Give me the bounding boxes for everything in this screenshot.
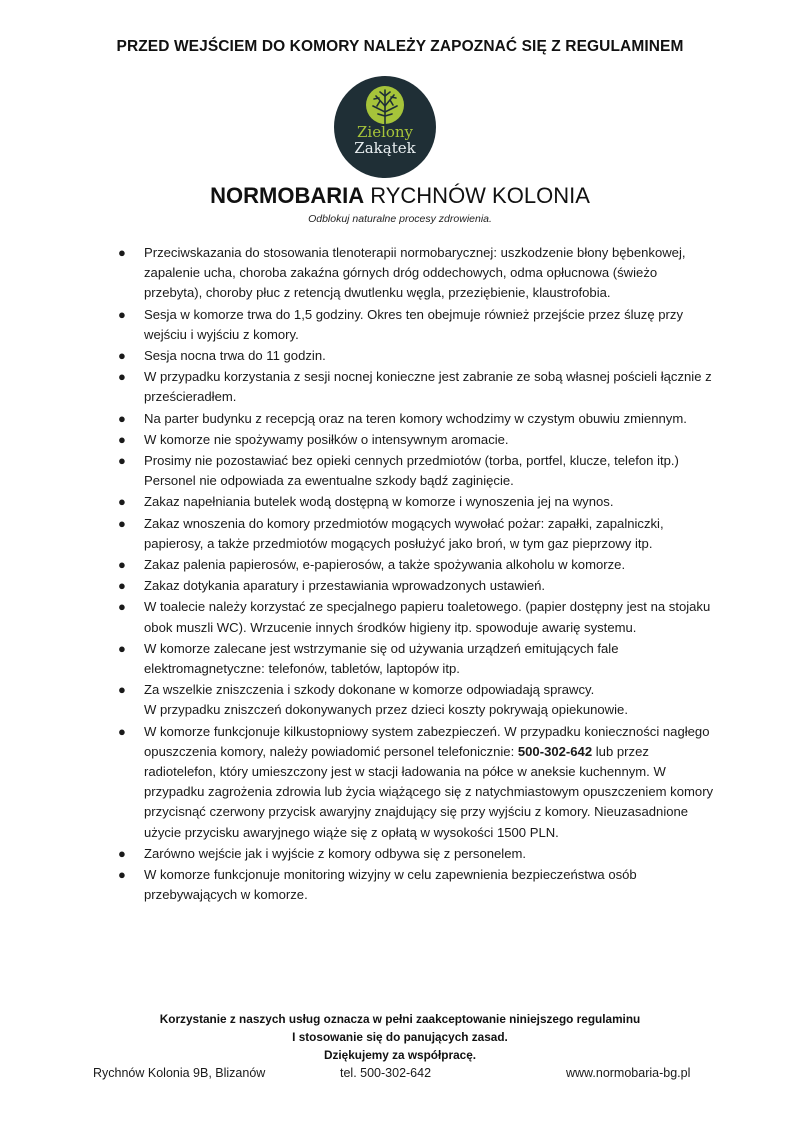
rule-item (114, 367, 714, 407)
logo-text-line1: Zielony (356, 123, 414, 141)
closing-line-2: I stosowanie się do panujących zasad. (292, 1030, 508, 1044)
bullet-icon: ● (118, 867, 126, 883)
rule-item (114, 243, 714, 304)
rule-text: W komorze funkcjonuje monitoring wizyjny w celu zapewnienia bezpieczeństwa osób przebywających w komorze. (144, 867, 637, 903)
page-subtitle: Odblokuj naturalne procesy zdrowienia. (308, 213, 492, 225)
bullet-icon: ● (118, 494, 126, 510)
bullet-icon: ● (118, 369, 126, 385)
page-title (0, 183, 800, 209)
bullet-icon: ● (118, 453, 126, 469)
rule-text-continued: lub przez radiotelefon, który umieszczony jest w stacji ładowania na półce w aneksie kuchennym. W przypadku zagrożenia zdrowia lub życia wiążącego się z natychmiastowym opuszczeniem komory przycisnąć czerwony przycisk awaryjny znajdujący się przy wyjściu z komory. Nieuzasadnione użycie przycisku awaryjnego wiąże się z opłatą w wysokości 1500 PLN. (144, 743, 714, 840)
rule-text: W komorze zalecane jest wstrzymanie się od używania urządzeń emitujących fale elektromagnetyczne: telefonów, tabletów, laptopów itp. (144, 640, 619, 677)
closing-statement (0, 1010, 800, 1064)
closing-line-1: Korzystanie z naszych usług oznacza w pełni zaakceptowanie niniejszego regulaminu (159, 1012, 641, 1026)
bullet-icon: ● (118, 557, 126, 573)
rule-item (114, 305, 714, 345)
bullet-icon: ● (118, 682, 126, 698)
bullet-icon: ● (118, 723, 126, 739)
rule-item (114, 639, 714, 679)
notice-heading: PRZED WEJŚCIEM DO KOMORY NALEŻY ZAPOZNAĆ SIĘ Z REGULAMINEM (116, 38, 684, 55)
rule-item (114, 680, 714, 720)
bullet-icon: ● (118, 245, 126, 260)
rule-text: Zakaz palenia papierosów, e-papierosów, a także spożywania alkoholu w komorze. (144, 557, 626, 573)
rule-item (114, 409, 714, 429)
bullet-icon: ● (118, 515, 126, 531)
tree-icon (364, 84, 406, 126)
rule-text: Zarówno wejście jak i wyjście z komory odbywa się z personelem. (144, 845, 527, 861)
rule-text: W toalecie należy korzystać ze specjalnego papieru toaletowego. (papier dostępny jest na stojaku obok muszli WC). Wrzucenie innych środków higieny itp. spowoduje awarię systemu. (144, 599, 711, 635)
rule-text: W komorze funkcjonuje kilkustopniowy system zabezpieczeń. W przypadku konieczności nagłego opuszczenia komory, należy powiadomić personel telefonicznie: (144, 723, 710, 759)
rule-item (114, 865, 714, 905)
bullet-icon: ● (118, 599, 126, 615)
rule-item (114, 451, 714, 491)
footer-address: Rychnów Kolonia 9B, Blizanów (93, 1066, 266, 1080)
rule-item (114, 722, 714, 843)
rule-item (114, 576, 714, 596)
rule-item (114, 492, 714, 512)
rule-item (114, 844, 714, 864)
rule-item (114, 555, 714, 575)
title-bold: NORMOBARIA (210, 183, 365, 208)
rule-text: W komorze nie spożywamy posiłków o intensywnym aromacie. (144, 431, 509, 447)
rule-text: Na parter budynku z recepcją oraz na teren komory wchodzimy w czystym obuwiu zmiennym. (144, 410, 687, 426)
rule-text: Zakaz dotykania aparatury i przestawiania wprowadzonych ustawień. (144, 578, 546, 594)
rule-text: Zakaz wnoszenia do komory przedmiotów mogących wywołać pożar: zapałki, zapalniczki, papierosy, a także przedmiotów mogących posłużyć jako broń, w tym gaz pieprzowy itp. (144, 515, 664, 551)
logo-text-line2: Zakątek (354, 139, 416, 157)
bullet-icon: ● (118, 306, 126, 322)
title-regular: RYCHNÓW KOLONIA (364, 183, 590, 208)
rules-list (114, 243, 714, 907)
rule-text: Zakaz napełniania butelek wodą dostępną w komorze i wynoszenia jej na wynos. (144, 494, 614, 510)
emergency-phone: 500-302-642 (517, 743, 593, 759)
rule-item (114, 597, 714, 637)
rule-text-continued: W przypadku zniszczeń dokonywanych przez dzieci koszty pokrywają opiekunowie. (144, 702, 628, 718)
footer-phone: tel. 500-302-642 (340, 1066, 432, 1080)
bullet-icon: ● (118, 845, 126, 861)
rule-text: Sesja nocna trwa do 11 godzin. (144, 348, 326, 364)
rule-item (114, 346, 714, 366)
bullet-icon: ● (118, 410, 126, 426)
bullet-icon: ● (118, 640, 126, 656)
rule-text: Prosimy nie pozostawiać bez opieki cennych przedmiotów (torba, portfel, klucze, telefon itp.) Personel nie odpowiada za ewentualne szkody bądź zaginięcie. (144, 453, 679, 489)
rule-text: Za wszelkie zniszczenia i szkody dokonane w komorze odpowiadają sprawcy. (144, 682, 595, 698)
bullet-icon: ● (118, 348, 126, 364)
bullet-icon: ● (118, 431, 126, 447)
rule-item (114, 430, 714, 450)
rule-item (114, 514, 714, 554)
rule-text: Przeciwskazania do stosowania tlenoterapii normobarycznej: uszkodzenie błony bębenkowej, zapalenie ucha, choroba zakaźna górnych dróg oddechowych, odma opłucnowa (świeżo przebyta), choroby płuc z retencją dwutlenku węgla, przeziębienie, klaustrofobia. (144, 245, 686, 301)
footer-website: www.normobaria-bg.pl (566, 1066, 691, 1080)
closing-line-3: Dziękujemy za współpracę. (323, 1048, 477, 1062)
rule-text: W przypadku korzystania z sesji nocnej konieczne jest zabranie ze sobą własnej pościeli łącznie z prześcieradłem. (144, 369, 712, 405)
rule-text: Sesja w komorze trwa do 1,5 godziny. Okres ten obejmuje również przejście przez śluzę przy wejściu i wyjściu z komory. (144, 306, 684, 342)
bullet-icon: ● (118, 578, 126, 594)
logo (334, 76, 436, 178)
